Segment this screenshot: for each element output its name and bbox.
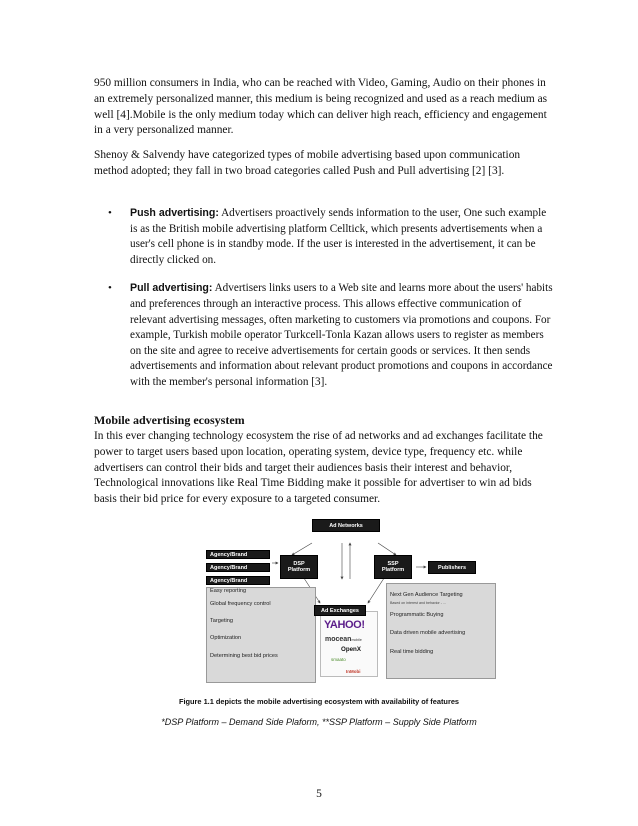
ssp-platform-box: SSP Platform xyxy=(374,555,412,579)
smaato-logo: smaato xyxy=(331,657,346,662)
ad-networks-box: Ad Networks xyxy=(312,519,380,532)
inmobi-logo: InMobi xyxy=(346,669,361,674)
figure-caption: Figure 1.1 depicts the mobile advertising ecosystem with availability of features xyxy=(178,697,460,706)
yahoo-logo: YAHOO! xyxy=(324,619,365,631)
ecosystem-diagram xyxy=(200,515,512,685)
mocean-logo: moceanmobile xyxy=(325,636,362,643)
ssp-feature: Data driven mobile advertising xyxy=(390,630,466,636)
figure-footnote: *DSP Platform – Demand Side Plaform, **SSP Platform – Supply Side Platform xyxy=(161,717,477,727)
dsp-feature: Easy reporting xyxy=(210,588,247,594)
page-number: 5 xyxy=(316,788,322,800)
paragraph-ecosystem: In this ever changing technology ecosystem the rise of ad networks and ad exchanges facilitate the power to target users based upon location, operating system, device type, frequency etc. while advertisers can control their bids and target their audiences basis their interest and behavior, Technological innovations like Real Time Bidding make it possible for advertiser to win ad bids basis their bid price for every exposure to a targeted consumer. xyxy=(94,430,543,506)
agency-brand-box: Agency/Brand xyxy=(206,550,270,559)
openx-logo: OpenX xyxy=(341,646,361,653)
dsp-platform-box: DSP Platform xyxy=(280,555,318,579)
publishers-box: Publishers xyxy=(428,561,476,574)
bullet-text: Advertisers proactively sends information to the user, One such example is as the British mobile advertising platform Celltick, which presents advertisements when a user's cell phone is in standby mode. If the user is interested in the advertisement, it can be directly clicked on. xyxy=(130,207,547,266)
bullet-list xyxy=(94,206,554,404)
dsp-feature: Global frequency control xyxy=(210,601,271,607)
dsp-feature: Determining best bid prices xyxy=(210,653,278,659)
paragraph-categories: Shenoy & Salvendy have categorized types of mobile advertising based upon communication method adopted; they fall in two broad categories called Push and Pull advertising [2] [3]. xyxy=(94,149,521,177)
ssp-feature: Real time bidding xyxy=(390,649,434,655)
agency-brand-box: Agency/Brand xyxy=(206,576,270,585)
ssp-feature: Programmatic Buying xyxy=(390,612,444,618)
bullet-pull xyxy=(94,281,554,390)
agency-brand-box: Agency/Brand xyxy=(206,563,270,572)
bullet-term: Push advertising: xyxy=(130,207,219,219)
dsp-feature: Targeting xyxy=(210,618,234,624)
ssp-feature: Next Gen Audience Targeting xyxy=(390,592,463,598)
bullet-dot-icon: • xyxy=(108,282,112,295)
paragraph-intro: 950 million consumers in India, who can be reached with Video, Gaming, Audio on their phones in an extremely personalized manner, this medium is being recognized and used as a reach medium as well [4].Mobile is the only medium today which can deliver high reach, efficiency and engagement in a very personalized manner. xyxy=(94,77,548,137)
section-heading: Mobile advertising ecosystem xyxy=(94,413,245,427)
dsp-feature: Optimization xyxy=(210,635,242,641)
bullet-dot-icon: • xyxy=(108,207,112,219)
bullet-text: Advertisers links users to a Web site and learns more about the users' habits and preferences through an interactive process. This allows effective communication of relevant advertising messages, often marketing to customers via promotions and coupons. For example, Turkish mobile operator Turkcell-Tonla Kazan allows users to register as members on the site and agree to receive advertisements for certain goods or services. It then sends advertisements and information about relevant product promotions and coupons in accordance with the member's personal information [3]. xyxy=(130,282,553,388)
ad-exchanges-box: Ad Exchanges xyxy=(314,605,366,616)
ssp-feature: Based on interest and behavior - ... xyxy=(390,601,446,605)
bullet-push xyxy=(94,206,554,268)
bullet-term: Pull advertising: xyxy=(130,282,213,295)
